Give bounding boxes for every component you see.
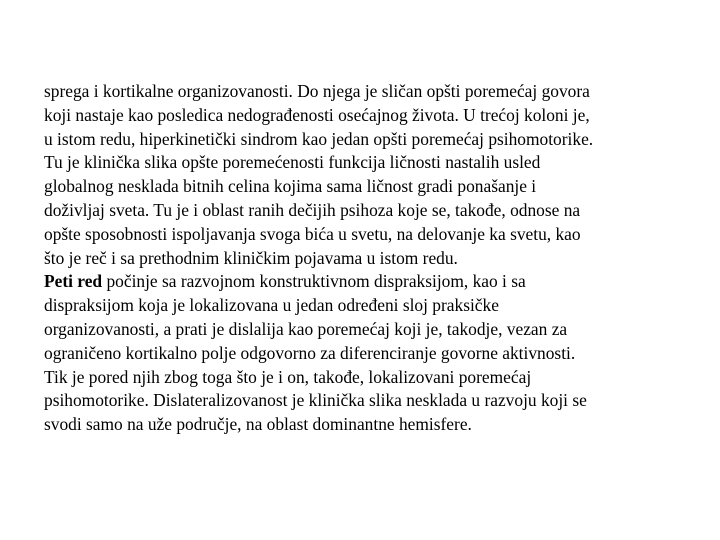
text-line: sprega i kortikalne organizovanosti. Do njega je sličan opšti poremećaj govora xyxy=(44,81,590,101)
text-line: doživljaj sveta. Tu je i oblast ranih dečijih psihoza koje se, takođe, odnose na xyxy=(44,199,581,220)
text-line: dispraksijom koja je lokalizovana u jedan određeni sloj praksičke xyxy=(44,295,499,316)
text-line: Tik je pored njih zbog toga što je i on, takođe, lokalizovani poremećaj xyxy=(44,366,532,387)
text-line: u istom redu, hiperkinetički sindrom kao jedan opšti poremećaj psihomotorike. xyxy=(44,128,594,149)
document-text xyxy=(44,80,684,437)
text-line: opšte sposobnosti ispoljavanja svoga bića u svetu, na delovanje ka svetu, kao xyxy=(44,223,581,244)
peti-red-line-rest: počinje sa razvojnom konstruktivnom dispraksijom, kao i sa xyxy=(102,271,526,292)
text-line: psihomotorike. Dislateralizovanost je klinička slika nesklada u razvoju koji se xyxy=(44,390,587,411)
text-line: koji nastaje kao posledica nedograđenosti osećajnog života. U trećoj koloni je, xyxy=(44,104,590,125)
peti-red-label: Peti red xyxy=(44,271,103,292)
text-line: svodi samo na uže područje, na oblast dominantne hemisfere. xyxy=(44,414,472,435)
text-line: što je reč i sa prethodnim kliničkim pojavama u istom redu. xyxy=(44,247,458,268)
text-line: Tu je klinička slika opšte poremećenosti funkcija ličnosti nastalih usled xyxy=(44,152,541,173)
text-line: organizovanosti, a prati je dislalija kao poremećaj koji je, takodje, vezan za xyxy=(44,318,568,339)
peti-red-line xyxy=(44,270,684,294)
text-line: ograničeno kortikalno polje odgovorno za diferenciranje govorne aktivnosti. xyxy=(44,342,576,363)
text-line: globalnog nesklada bitnih celina kojima sama ličnost gradi ponašanje i xyxy=(44,176,537,197)
